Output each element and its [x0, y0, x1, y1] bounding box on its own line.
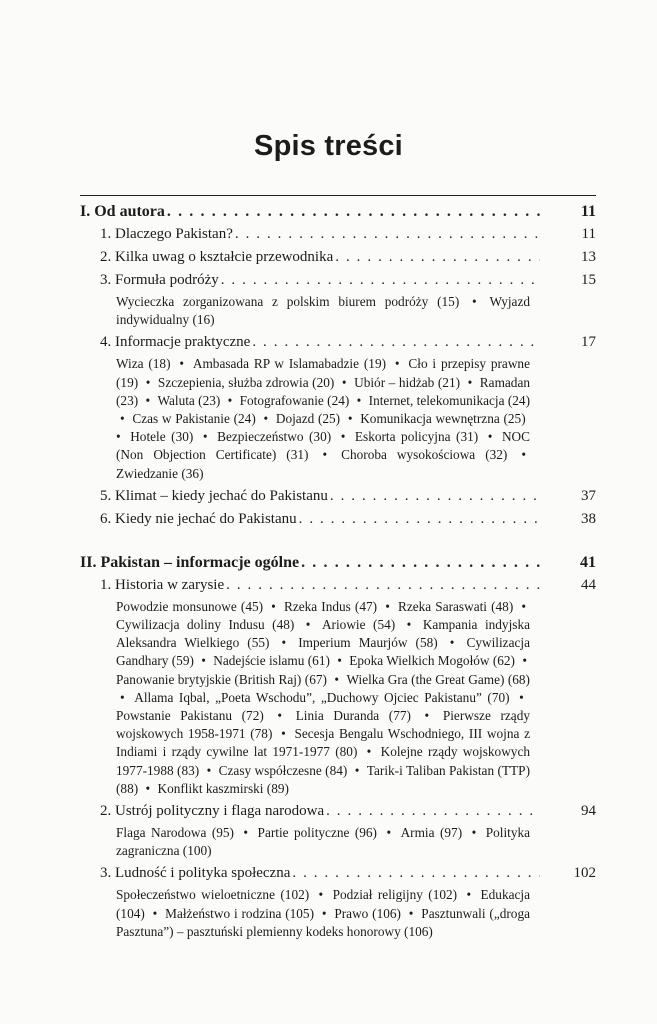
subtopics-list [80, 293, 530, 329]
section-entry[interactable] [80, 508, 596, 531]
subtopic-item[interactable]: Społeczeństwo wieloetniczne (102) [116, 887, 310, 903]
subtopic-item[interactable]: Pierwsze rządy wojskowych 1958-1971 (78) [116, 708, 530, 742]
subtopic-item[interactable]: Komunikacja wewnętrzna (25) [360, 411, 526, 427]
page-number: 41 [580, 553, 596, 571]
bullet-separator: • [381, 825, 397, 841]
chapter-entry[interactable] [80, 551, 596, 574]
page-number: 17 [581, 334, 596, 351]
bullet-separator: • [224, 392, 236, 408]
subtopic-item[interactable]: Czas w Pakistanie (24) [132, 411, 256, 427]
bullet-separator: • [335, 429, 351, 445]
bullet-separator: • [237, 825, 254, 841]
subtopic-item[interactable]: Cywilizacja doliny Indusu (48) [116, 617, 295, 633]
subtopic-item[interactable]: Flaga Narodowa (95) [116, 825, 234, 841]
divider [80, 195, 596, 196]
subtopics-list [80, 355, 530, 482]
subtopic-item[interactable]: Rzeka Indus (47) [283, 598, 378, 614]
section-title: 4. Informacje praktyczne [100, 331, 252, 354]
subtopic-item[interactable]: Linia Duranda (77) [295, 708, 411, 724]
subtopic-item[interactable]: Małżeństwo i rodzina (105) [165, 905, 315, 921]
subtopic-item[interactable]: Wiza (18) [116, 356, 171, 372]
bullet-separator: • [142, 374, 154, 390]
subtopic-item[interactable]: Prawo (106) [334, 905, 401, 921]
subtopic-item[interactable]: Wycieczka zorganizowana z polskim biurem podróży (15) [116, 294, 460, 309]
page-number: 102 [573, 865, 596, 882]
section-entry[interactable] [80, 574, 596, 597]
bullet-separator: • [197, 429, 214, 445]
page-number: 37 [581, 487, 596, 504]
dot-leader [221, 269, 540, 292]
subtopic-item[interactable]: Powstanie Pakistanu (72) [116, 708, 264, 724]
subtopic-item[interactable]: Ubiór – hidżab (21) [354, 374, 461, 390]
subtopic-item[interactable]: Czasy współczesne (84) [218, 762, 348, 778]
subtopic-item[interactable]: Armia (97) [400, 825, 463, 841]
bullet-separator: • [361, 744, 377, 760]
subtopic-item[interactable]: Dojazd (25) [275, 411, 341, 427]
subtopic-item[interactable]: Panowanie brytyjskie (British Raj) (67) [116, 671, 327, 687]
page-title: Spis treści [254, 130, 403, 162]
subtopic-item[interactable]: Allama Iqbal, „Poeta Wschodu”, „Duchowy Ojciec Pakistanu” (70) [134, 689, 510, 705]
section-title: 1. Dlaczego Pakistan? [100, 223, 235, 246]
page-number: 44 [581, 576, 596, 593]
section-entry[interactable] [80, 862, 596, 885]
subtopic-item[interactable]: Eskorta policyjna (31) [354, 429, 479, 445]
section-title: 6. Kiedy nie jechać do Pakistanu [100, 508, 299, 531]
subtopic-item[interactable]: Ariowie (54) [321, 617, 396, 633]
subtopic-item[interactable]: Ramadan (23) [116, 374, 531, 408]
dot-leader [326, 800, 540, 823]
bullet-separator: • [259, 411, 272, 427]
subtopic-item[interactable]: Wielka Gra (the Great Game) (68) [346, 671, 530, 687]
bullet-separator: • [511, 447, 526, 463]
bullet-separator: • [312, 447, 338, 463]
subtopic-item[interactable]: Internet, telekomunikacja (24) [368, 392, 530, 408]
subtopic-item[interactable]: Secesja Bengalu Wschodniego, III wojna z Indiami i rządy cywilne lat 1971-1977 (80) [116, 726, 531, 760]
bullet-separator: • [441, 635, 463, 651]
page-number: 11 [580, 203, 596, 220]
subtopic-item[interactable]: Bezpieczeństwo (30) [217, 429, 332, 445]
bullet-separator: • [463, 294, 486, 309]
subtopics-list [80, 886, 530, 941]
page-number: 94 [581, 803, 596, 820]
bullet-separator: • [519, 653, 527, 669]
dot-leader [235, 223, 540, 246]
bullet-separator: • [513, 689, 524, 705]
bullet-separator: • [120, 411, 129, 427]
dot-leader [252, 331, 540, 354]
section-title: 3. Ludność i polityka społeczna [100, 862, 292, 885]
subtopic-item[interactable]: Konflikt kaszmirski (89) [157, 780, 289, 796]
bullet-separator: • [464, 374, 476, 390]
subtopic-item[interactable]: Ambasada RP w Islamabadzie (19) [192, 356, 387, 372]
subtopic-item[interactable]: Kolejne rządy wojskowych 1977-1988 (83) [116, 744, 530, 778]
subtopic-item[interactable]: Edukacja (104) [116, 887, 530, 921]
bullet-separator: • [381, 598, 394, 614]
dot-leader [330, 485, 540, 508]
chapter-gap [80, 531, 596, 551]
subtopic-item[interactable]: Pasztunwali („droga Pasztuna”) – pasztuński plemienny kodeks honorowy (106) [116, 905, 530, 939]
dot-leader [167, 200, 540, 223]
bullet-separator: • [461, 887, 477, 903]
bullet-separator: • [466, 825, 482, 841]
subtopic-item[interactable]: Podział religijny (102) [332, 887, 458, 903]
table-of-contents [80, 200, 596, 943]
section-title: 3. Formuła podróży [100, 269, 221, 292]
subtopic-item[interactable]: Choroba wysokościowa (32) [341, 447, 508, 463]
bullet-separator: • [351, 762, 363, 778]
page-number: 38 [581, 510, 596, 527]
bullet-separator: • [330, 671, 343, 687]
page-number: 15 [581, 272, 596, 288]
subtopic-item[interactable]: Polityka zagraniczna (100) [116, 825, 531, 859]
section-entry[interactable] [80, 246, 596, 269]
subtopic-item[interactable]: Nadejście islamu (61) [213, 653, 330, 669]
chapter-entry[interactable] [80, 200, 596, 223]
bullet-separator: • [517, 598, 527, 614]
section-title: 2. Kilka uwag o kształcie przewodnika [100, 246, 335, 269]
subtopic-item[interactable]: Kampania indyjska Aleksandra Wielkiego (55) [116, 617, 531, 651]
chapter-title: II. Pakistan – informacje ogólne [80, 551, 301, 574]
section-entry[interactable] [80, 331, 596, 354]
section-title: 1. Historia w zarysie [100, 574, 226, 597]
section-entry[interactable] [80, 269, 596, 292]
bullet-separator: • [116, 429, 127, 445]
bullet-separator: • [203, 762, 215, 778]
bullet-separator: • [344, 411, 357, 427]
bullet-separator: • [197, 653, 210, 669]
bullet-separator: • [142, 780, 154, 796]
dot-leader [301, 551, 540, 574]
dot-leader [299, 508, 540, 531]
bullet-separator: • [414, 708, 439, 724]
bullet-separator: • [390, 356, 405, 372]
bullet-separator: • [399, 617, 419, 633]
subtopic-item[interactable]: Fotografowanie (24) [239, 392, 350, 408]
subtopic-item[interactable]: Wyjazd indywidualny (16) [116, 294, 530, 328]
bullet-separator: • [333, 653, 346, 669]
section-title: 2. Ustrój polityczny i flaga narodowa [100, 800, 326, 823]
subtopics-list [80, 824, 530, 860]
subtopics-list [80, 598, 530, 798]
bullet-separator: • [353, 392, 365, 408]
section-entry[interactable] [80, 223, 596, 246]
subtopic-item[interactable]: Tarik-i Taliban Pakistan (TTP) (88) [116, 762, 530, 796]
subtopic-item[interactable]: Hotele (30) [130, 429, 194, 445]
subtopic-item[interactable]: Partie polityczne (96) [257, 825, 377, 841]
bullet-separator: • [120, 689, 131, 705]
dot-leader [335, 246, 540, 269]
bullet-separator: • [142, 392, 154, 408]
subtopic-item[interactable]: Epoka Wielkich Mogołów (62) [349, 653, 515, 669]
section-entry[interactable] [80, 485, 596, 508]
bullet-separator: • [148, 905, 162, 921]
subtopic-item[interactable]: Szczepienia, służba zdrowia (20) [157, 374, 335, 390]
dot-leader [226, 574, 540, 597]
section-entry[interactable] [80, 800, 596, 823]
page-number: 13 [581, 249, 596, 265]
bullet-separator: • [267, 598, 280, 614]
subtopic-item[interactable]: Cło i przepisy prawne (19) [116, 356, 530, 390]
dot-leader [292, 862, 540, 885]
subtopic-item[interactable]: Rzeka Saraswati (48) [397, 598, 514, 614]
bullet-separator: • [267, 708, 292, 724]
section-title: 5. Klimat – kiedy jechać do Pakistanu [100, 485, 330, 508]
bullet-separator: • [318, 905, 331, 921]
bullet-separator: • [482, 429, 498, 445]
chapter-title: I. Od autora [80, 200, 167, 223]
bullet-separator: • [404, 905, 418, 921]
page-number: 11 [581, 226, 596, 242]
bullet-separator: • [273, 635, 295, 651]
bullet-separator: • [276, 726, 291, 742]
bullet-separator: • [174, 356, 189, 372]
bullet-separator: • [338, 374, 351, 390]
subtopic-item[interactable]: Zwiedzanie (36) [116, 465, 204, 481]
bullet-separator: • [313, 887, 329, 903]
bullet-separator: • [298, 617, 318, 633]
subtopic-item[interactable]: NOC (Non Objection Certificate) (31) [116, 429, 531, 463]
subtopic-item[interactable]: Imperium Maurjów (58) [298, 635, 438, 651]
subtopic-item[interactable]: Cywilizacja Gandhary (59) [116, 635, 530, 669]
subtopic-item[interactable]: Waluta (23) [157, 392, 221, 408]
subtopic-item[interactable]: Powodzie monsunowe (45) [116, 598, 264, 614]
